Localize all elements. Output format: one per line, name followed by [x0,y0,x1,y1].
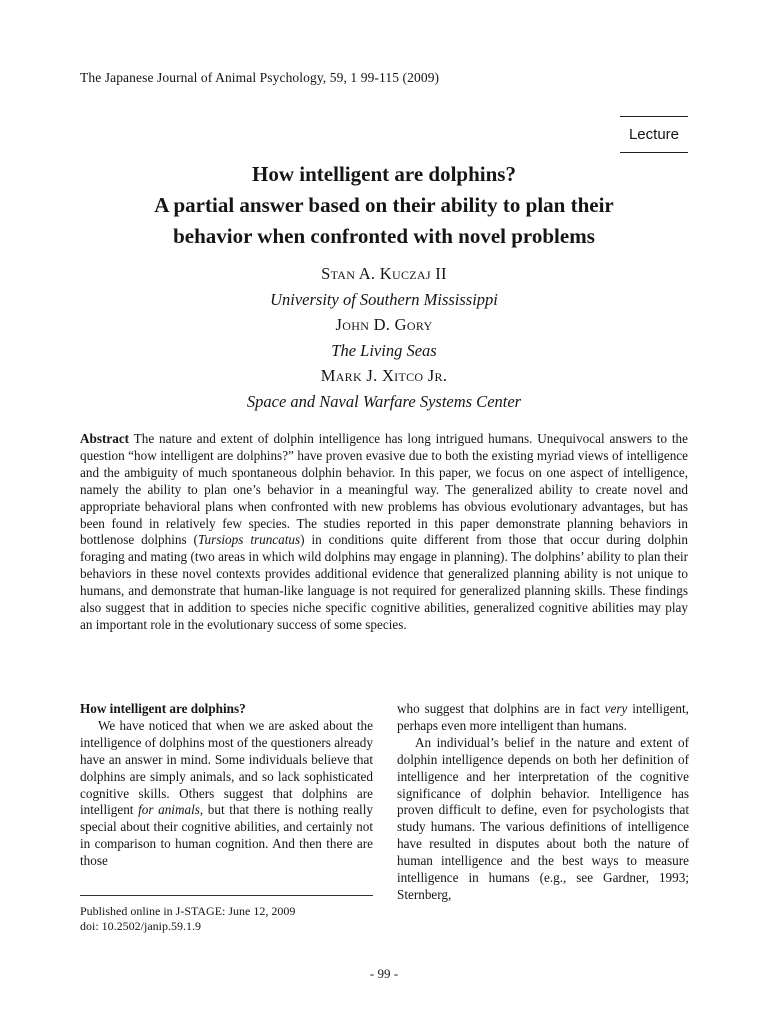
author-name: John D. Gory [335,315,433,334]
article-type-label: Lecture [620,116,688,153]
abstract-text: ) in conditions quite different from those that occur during dolphin foraging and mating (two areas in which wild dolphins may engage in planning). The dolphins’ ability to plan their behaviors in these novel contexts provides additional evidence that generalized planning ability is not unique to humans, and demonstrate that human-like language is not required for generalized planning skills. These findings also suggest that in addition to species niche specific cognitive abilities, generalized cognitive abilities may play an important role in the evolutionary success of some species. [80,532,688,632]
body-text: We have noticed that when we are asked about the intelligence of dolphins most of the questioners already have an answer in mind. Some individuals believe that dolphins are simply animals, and so lack sophisticated cognitive skills. Others suggest that dolphins are intelligent [80,717,373,818]
abstract [80,431,688,634]
page-number: - 99 - [369,966,399,981]
body-text: , but that there is nothing really special about their cognitive abilities, and certainly not in comparison to human cognition. And then there are those [80,802,373,869]
body-column-right [397,701,689,904]
body-paragraph [397,701,689,735]
title-line-3: behavior when confronted with novel problems [173,224,595,248]
footnote [80,904,295,934]
body-paragraph [80,718,373,870]
body-text: intelligent, perhaps even more intelligent than humans. [397,701,689,733]
author-affiliation: University of Southern Mississippi [270,289,498,309]
emphasis-text: for animals [138,802,200,818]
doi: doi: 10.2502/janip.59.1.9 [80,919,201,933]
title-line-1: How intelligent are dolphins? [252,162,516,186]
journal-citation: The Japanese Journal of Animal Psychology, 59, 1 99-115 (2009) [80,70,440,85]
author-affiliation: Space and Naval Warfare Systems Center [246,391,522,411]
footnote-divider [80,895,373,896]
author-name: Stan A. Kuczaj II [321,264,447,283]
species-name: Tursiops truncatus [197,532,301,548]
author-name: Mark J. Xitco Jr. [320,366,448,385]
body-text: who suggest that dolphins are in fact [397,701,605,716]
author-affiliation: The Living Seas [331,340,437,360]
abstract-text: The nature and extent of dolphin intelligence has long intrigued humans. Unequivocal answers to the question “how intelligent are dolphins?” have proven evasive due to both the existing myriad views of intelligence and the ambiguity of much spontaneous dolphin behavior. In this paper, we focus on one aspect of intelligence, namely the ability to plan one’s behavior in a meaningful way. The generalized ability to create novel and appropriate behavioral plans when confronted with new problems has obvious evolutionary advantages, but has been found in relatively few species. The studies reported in this paper demonstrate planning behaviors in bottlenose dolphins ( [80,431,688,548]
body-paragraph: An individual’s belief in the nature and extent of dolphin intelligence depends on both her definition of intelligence and her interpretation of the cognitive significance of dolphin behavior. Intelligence has proven difficult to define, even for psychologists that study humans. The various definitions of intelligence have resulted in disputes about both the nature of human intelligence and the best ways to measure intelligence in humans (e.g., see Gardner, 1993; Sternberg, [397,734,689,902]
emphasis-text: very [604,701,628,716]
body-column-left [80,701,373,870]
title-line-2: A partial answer based on their ability to plan their [154,193,614,217]
article-title [60,159,708,252]
author-block [60,261,708,414]
abstract-label: Abstract [80,431,130,446]
section-heading: How intelligent are dolphins? [80,701,246,716]
publication-date: Published online in J-STAGE: June 12, 2009 [80,904,296,918]
